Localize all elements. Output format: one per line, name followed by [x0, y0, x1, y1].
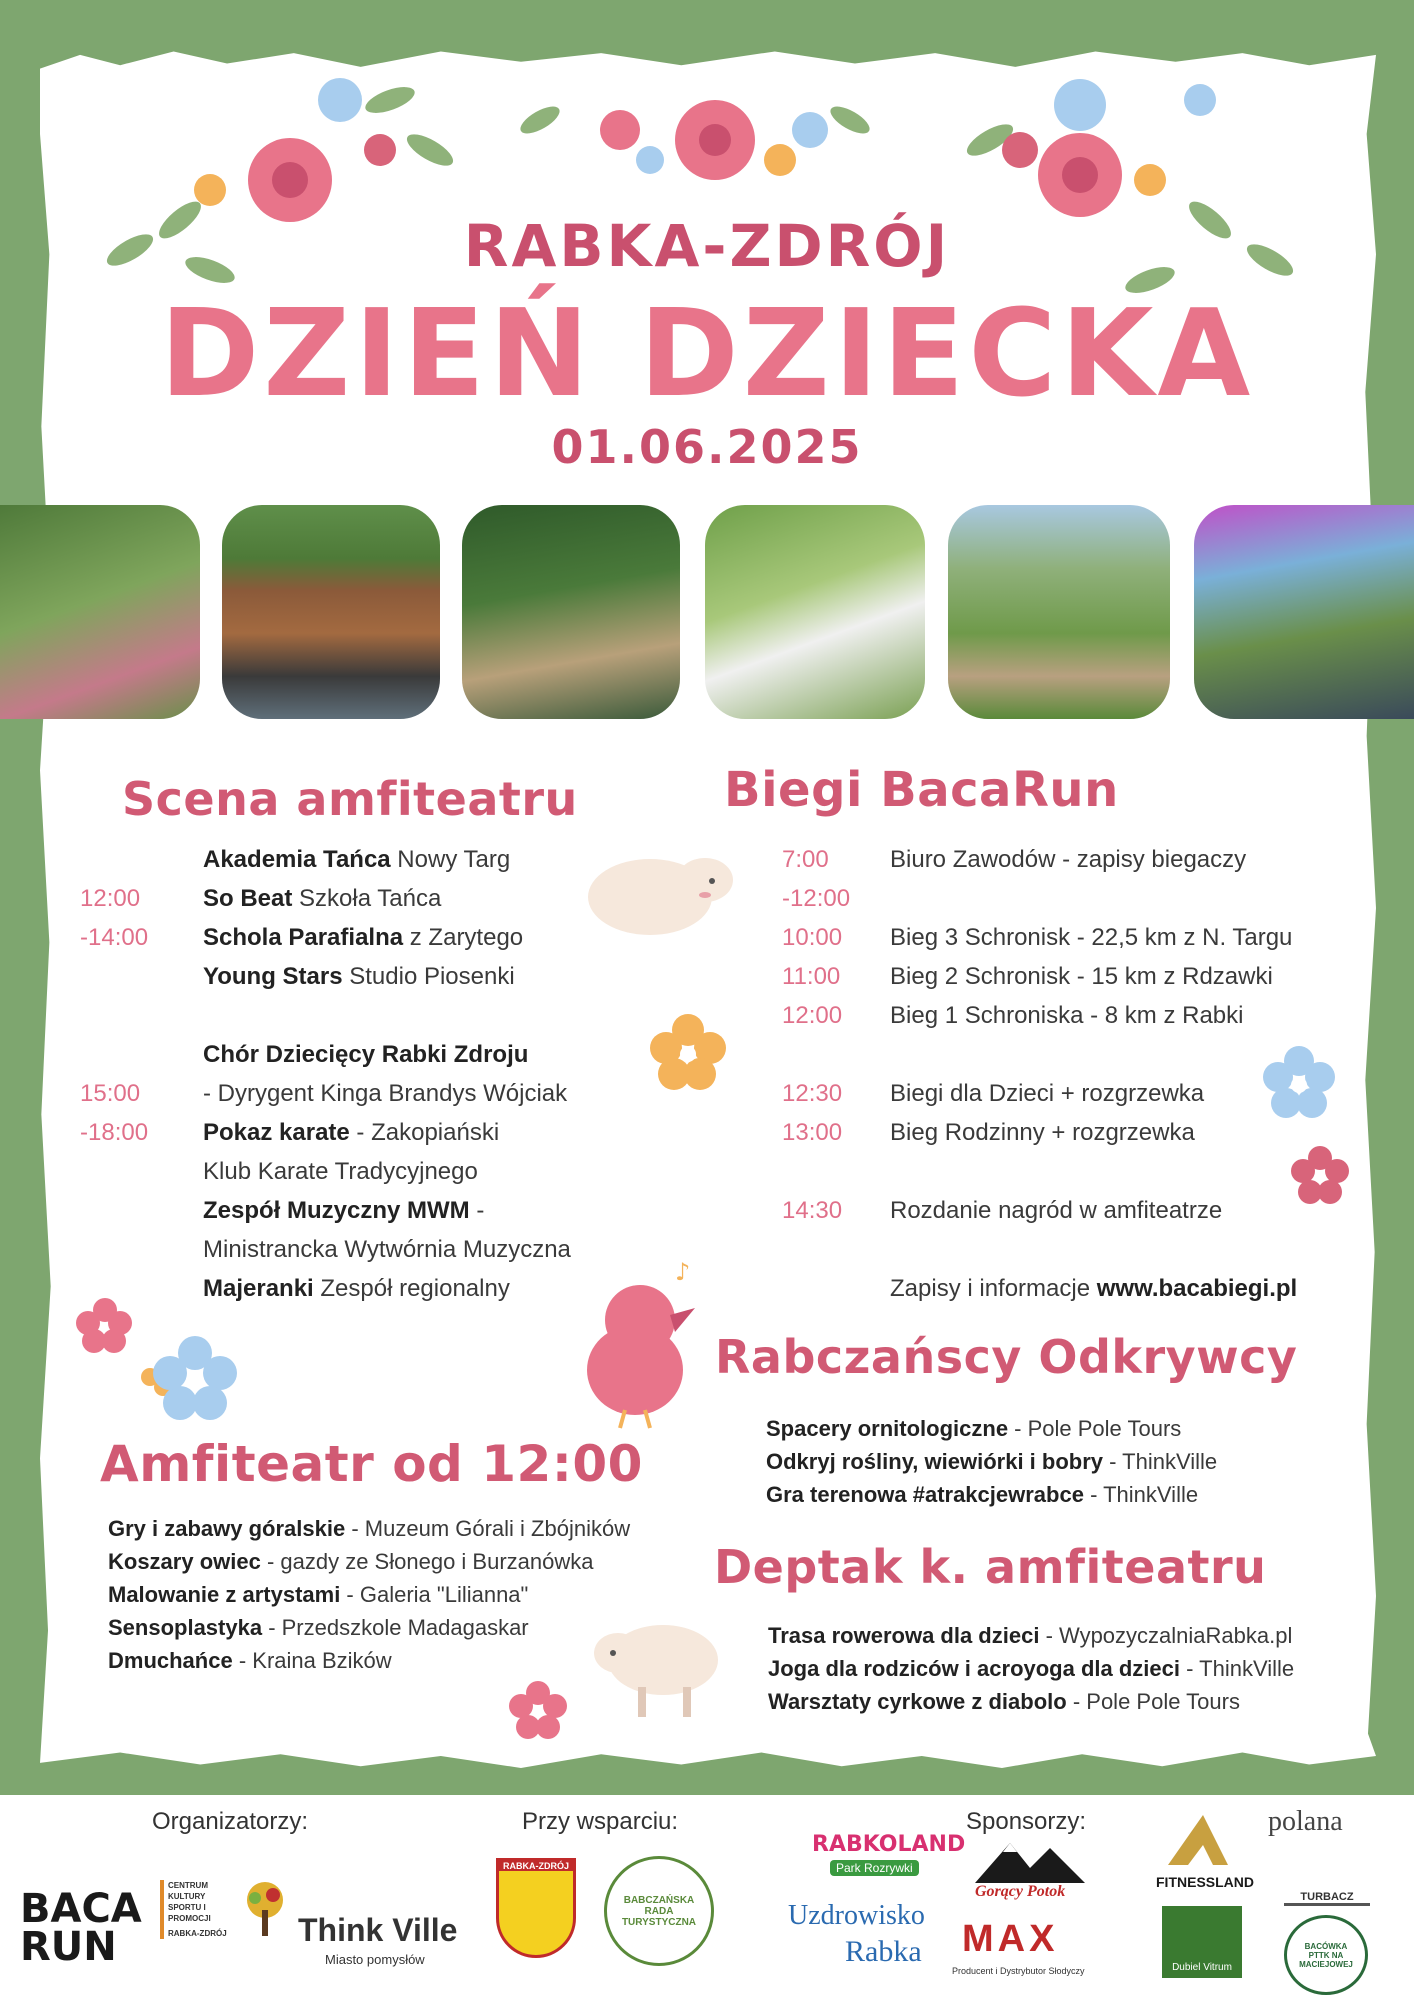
mountain-icon	[975, 1838, 1085, 1883]
biegi-text: Bieg 3 Schronisk - 22,5 km z N. Targu	[890, 924, 1293, 951]
scena-item: Schola Parafialna z Zarytego	[203, 924, 524, 951]
bacowka-maciejowa-logo: BACÓWKA PTTK NA MACIEJOWEJ	[1284, 1915, 1368, 1995]
sheep-illustration	[588, 1615, 723, 1725]
rada-turystyczna-logo: BABCZAŃSKA RADA TURYSTYCZNA	[604, 1856, 714, 1966]
polana-logo: polana	[1268, 1806, 1343, 1837]
biegi-text: Biuro Zawodów - zapisy biegaczy	[890, 846, 1247, 873]
scena-item: Akademia Tańca Nowy Targ	[203, 846, 511, 873]
flower-pink-icon	[508, 1680, 568, 1740]
scena-item: Young Stars Studio Piosenki	[203, 963, 515, 990]
odkrywcy-item: Odkryj rośliny, wiewiórki i bobry - ThinkVille	[766, 1449, 1218, 1474]
biegi-time: 12:30	[782, 1080, 843, 1107]
thinkville-tagline: Miasto pomysłów	[325, 1952, 425, 1967]
rabkoland-logo: RABKOLAND	[812, 1832, 966, 1857]
scena-time-1a: 12:00	[80, 885, 141, 912]
goracy-potok-logo: Gorący Potok	[975, 1883, 1066, 1900]
heading-odkrywcy: Rabczańscy Odkrywcy	[715, 1330, 1298, 1384]
photo-bike-race	[1194, 505, 1414, 719]
rabkoland-subtitle: Park Rozrywki	[830, 1860, 919, 1876]
sheep-illustration	[580, 835, 740, 945]
biegi-time: 11:00	[782, 963, 841, 990]
biegi-time: 14:30	[782, 1197, 843, 1224]
scena-item: Chór Dziecięcy Rabki Zdroju	[203, 1041, 529, 1068]
biegi-time: -12:00	[782, 885, 851, 912]
svg-text:♪: ♪	[675, 1260, 691, 1286]
photo-hikers	[462, 505, 680, 719]
biegi-time: 10:00	[782, 924, 843, 951]
scena-item: Pokaz karate - Zakopiański	[203, 1119, 500, 1146]
ckspr-logo: CENTRUM KULTURY SPORTU I PROMOCJI RABKA-ZDRÓJ	[160, 1880, 240, 1939]
heading-biegi: Biegi BacaRun	[724, 762, 1119, 818]
photo-amphitheatre	[222, 505, 440, 719]
amfiteatr-item: Sensoplastyka - Przedszkole Madagaskar	[108, 1615, 529, 1640]
odkrywcy-item: Gra terenowa #atrakcjewrabce - ThinkVille	[766, 1482, 1199, 1507]
event-title: DZIEŃ DZIECKA	[159, 285, 1255, 424]
scena-item: Zespół Muzyczny MWM -	[203, 1197, 485, 1224]
support-label: Przy wsparciu:	[522, 1808, 679, 1835]
biegi-time: 13:00	[782, 1119, 843, 1146]
biegi-text: Bieg 1 Schroniska - 8 km z Rabki	[890, 1002, 1244, 1029]
deptak-item: Warsztaty cyrkowe z diabolo - Pole Pole Tours	[768, 1689, 1240, 1714]
deptak-item: Joga dla rodziców i acroyoga dla dzieci - ThinkVille	[768, 1656, 1295, 1681]
turbacz-logo: TURBACZ	[1284, 1856, 1370, 1906]
bacarun-logo: BACA RUN	[20, 1886, 142, 1970]
uzdrowisko-rabka-logo: Rabka	[845, 1935, 922, 1968]
heading-scena: Scena amfiteatru	[122, 772, 578, 826]
odkrywcy-item: Spacery ornitologiczne - Pole Pole Tours	[766, 1416, 1182, 1441]
scena-time-2a: 15:00	[80, 1080, 141, 1107]
heading-amfiteatr: Amfiteatr od 12:00	[100, 1435, 643, 1493]
biegi-signup: Zapisy i informacje www.bacabiegi.pl	[890, 1275, 1298, 1302]
thinkville-logo: Think Ville	[298, 1912, 458, 1948]
flower-blue-icon	[150, 1335, 240, 1425]
heading-deptak: Deptak k. amfiteatru	[714, 1540, 1267, 1594]
biegi-time: 7:00	[782, 846, 829, 873]
biegi-text: Rozdanie nagród w amfiteatrze	[890, 1197, 1223, 1224]
biegi-text: Bieg Rodzinny + rozgrzewka	[890, 1119, 1195, 1146]
uzdrowisko-logo: Uzdrowisko	[788, 1900, 925, 1931]
amfiteatr-item: Koszary owiec - gazdy ze Słonego i Burzanówka	[108, 1549, 594, 1574]
sponsors-label: Sponsorzy:	[966, 1808, 1087, 1835]
max-subtitle: Producent i Dystrybutor Słodyczy	[952, 1966, 1085, 1976]
max-logo: MAX	[962, 1918, 1059, 1960]
dubiel-vitrum-logo: Dubiel Vitrum	[1162, 1906, 1242, 1978]
organizers-label: Organizatorzy:	[152, 1808, 309, 1835]
scena-item: Ministrancka Wytwórnia Muzyczna	[203, 1236, 571, 1263]
rabka-crest-logo: RABKA-ZDRÓJ	[496, 1858, 576, 1958]
scena-item: - Dyrygent Kinga Brandys Wójciak	[203, 1080, 568, 1107]
biegi-time: 12:00	[782, 1002, 843, 1029]
scena-item: Majeranki Zespół regionalny	[203, 1275, 510, 1302]
scena-item: Klub Karate Tradycyjnego	[203, 1158, 478, 1185]
biegi-text: Biegi dla Dzieci + rozgrzewka	[890, 1080, 1205, 1107]
singing-bird-illustration	[565, 1260, 705, 1430]
photo-running-kids	[705, 505, 925, 719]
amfiteatr-item: Dmuchańce - Kraina Bzików	[108, 1648, 392, 1673]
scena-item: So Beat Szkoła Tańca	[203, 885, 442, 912]
town-title: RABKA-ZDRÓJ	[463, 212, 951, 280]
photo-trail-runner	[948, 505, 1170, 719]
flower-blue-icon	[1262, 1045, 1337, 1120]
flower-orange-icon	[648, 1012, 728, 1092]
amfiteatr-item: Malowanie z artystami - Galeria "Lilianna"	[108, 1582, 529, 1607]
scena-time-1b: -14:00	[80, 924, 149, 951]
biegi-text: Bieg 2 Schronisk - 15 km z Rdzawki	[890, 963, 1273, 990]
scena-time-2b: -18:00	[80, 1119, 149, 1146]
photo-kids-painting	[0, 505, 200, 719]
fitnessland-icon	[1158, 1810, 1238, 1870]
amfiteatr-item: Gry i zabawy góralskie - Muzeum Górali i Zbójników	[108, 1516, 631, 1541]
fitnessland-logo: FITNESSLAND	[1156, 1874, 1254, 1890]
signup-link[interactable]: www.bacabiegi.pl	[1096, 1275, 1298, 1302]
event-date: 01.06.2025	[551, 420, 863, 474]
tree-icon	[240, 1880, 290, 1940]
flower-pink-icon	[1290, 1145, 1350, 1205]
deptak-item: Trasa rowerowa dla dzieci - WypozyczalniaRabka.pl	[768, 1623, 1293, 1648]
